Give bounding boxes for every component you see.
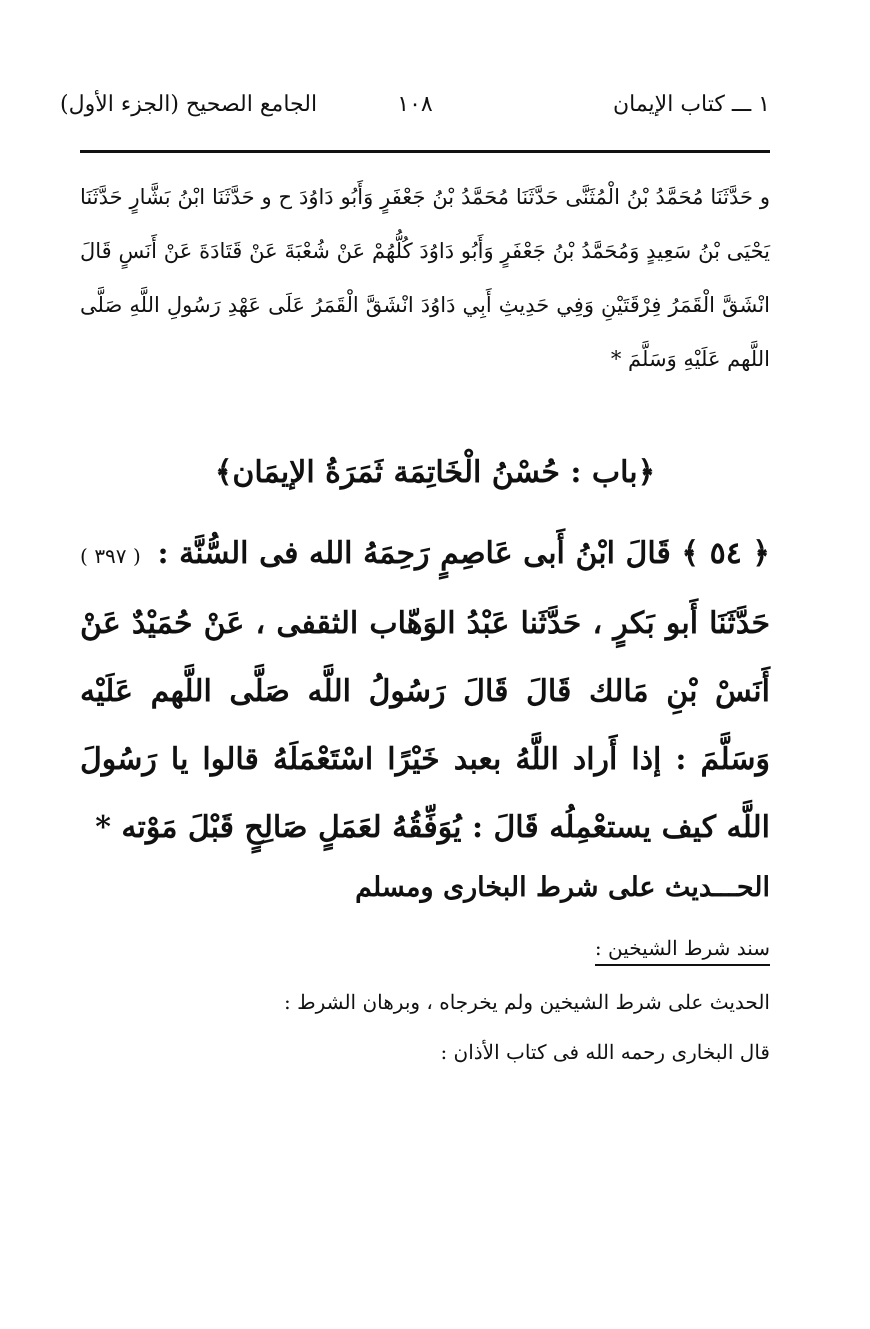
hadith-verdict: الحـــديث على شرط البخارى ومسلم xyxy=(355,872,770,903)
chapter-heading: ﴿باب : حُسْنُ الْخَاتِمَة ثَمَرَةُ الإيمَان﴾ xyxy=(214,455,656,490)
previous-hadith-text xyxy=(80,170,770,386)
header-page-number: ١٠٨ xyxy=(397,92,433,117)
commentary-line: قال البخارى رحمه الله فى كتاب الأذان : xyxy=(440,1040,770,1064)
running-header xyxy=(60,86,770,136)
header-divider xyxy=(80,150,770,153)
section-heading: سند شرط الشيخين : xyxy=(595,936,770,966)
hadith-paragraph xyxy=(80,520,770,862)
header-chapter-name: ١ ـــ كتاب الإيمان xyxy=(612,92,770,117)
header-book-title: الجامع الصحيح (الجزء الأول) xyxy=(60,92,318,117)
hadith-opening: ﴿ ٥٤ ﴾ قَالَ ابْنُ أَبى عَاصِمٍ رَحِمَهُ الله فى السُّنَّة : xyxy=(157,536,770,571)
hadith-reference-number: ( ٣٩٧ ) xyxy=(80,544,141,568)
hadith-54 xyxy=(80,520,770,862)
previous-hadith-paragraph: و حَدَّثَنَا مُحَمَّدُ بْنُ الْمُثَنَّى حَدَّثَنَا مُحَمَّدُ بْنُ جَعْفَرٍ وَأَبُو دَاوُدَ ح و حَدَّثَنَا ابْنُ بَشَّارٍ حَدَّثَنَا يَحْيَى بْنُ سَعِيدٍ وَمُحَمَّدُ بْنُ جَعْفَرٍ وَأَبُو دَاوُدَ كُلُّهُمْ عَنْ شُعْبَةَ عَنْ قَتَادَةَ عَنْ أَنَسٍ قَالَ انْشَقَّ الْقَمَرُ فِرْقَتَيْنِ وَفِي حَدِيثِ أَبِي دَاوُدَ انْشَقَّ الْقَمَرُ عَلَى عَهْدِ رَسُولِ اللَّهِ صَلَّى اللَّهم عَلَيْهِ وَسَلَّمَ * xyxy=(80,185,770,371)
hadith-body: حَدَّثَنَا أَبو بَكرٍ ، حَدَّثَنا عَبْدُ الوَهّاب الثقفى ، عَنْ حُمَيْدٌ عَنْ أَنَسْ بْنِ مَالك قَالَ قَالَ رَسُولُ اللَّه صَلَّى اللَّهم عَلَيْه وَسَلَّمَ : إذا أَراد اللَّهُ بعبد خَيْرًا اسْتَعْمَلَهُ قالوا يا رَسُولَ اللَّه كيف يستعْمِلُه قَالَ : يُوَفِّقُهُ لعَمَلٍ صَالِحٍ قَبْلَ مَوْته * xyxy=(80,606,771,845)
commentary-line: الحديث على شرط الشيخين ولم يخرجاه ، وبرهان الشرط : xyxy=(283,990,770,1014)
